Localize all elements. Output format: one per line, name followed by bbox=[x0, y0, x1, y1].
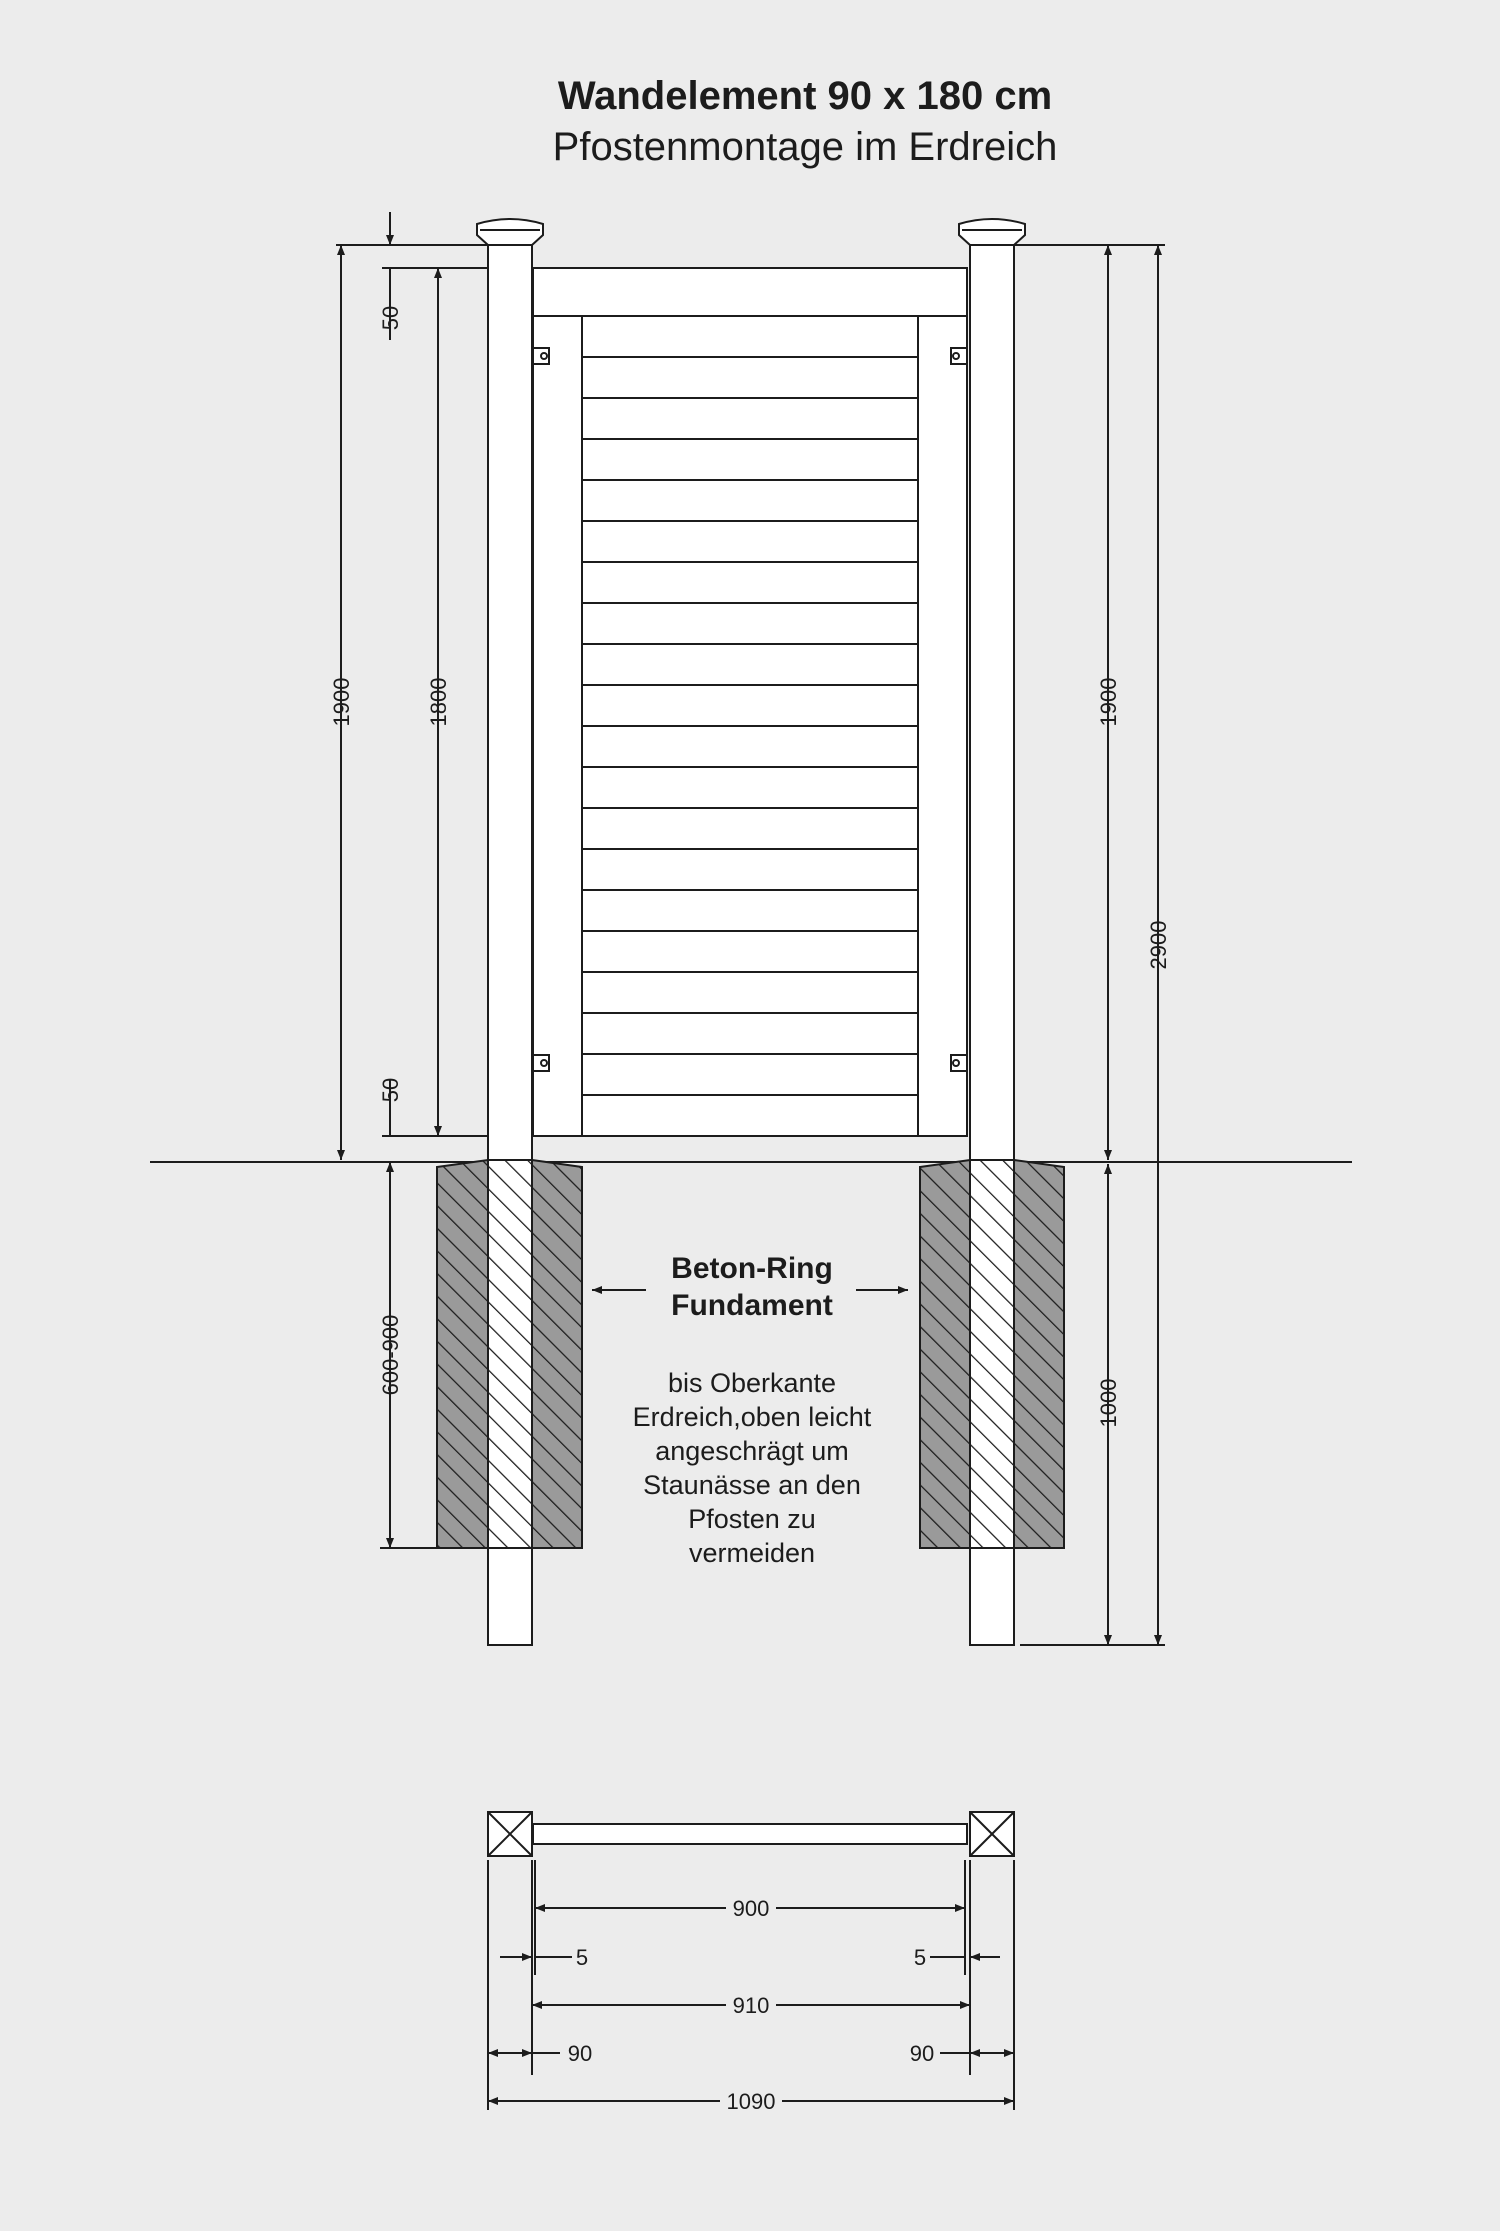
plan-dim-900: 900 bbox=[732, 1896, 770, 1921]
plan-dim-5-left: 5 bbox=[575, 1945, 589, 1970]
plan-dim-910: 910 bbox=[732, 1993, 770, 2018]
plan-dim-5-right: 5 bbox=[913, 1945, 927, 1970]
dim-foundation-depth: 600-900 bbox=[378, 1314, 403, 1396]
callout-note-line: vermeiden bbox=[688, 1538, 816, 1568]
dim-2900: 2900 bbox=[1146, 920, 1171, 970]
dim-50-top: 50 bbox=[378, 305, 403, 331]
right-post-cap bbox=[959, 219, 1025, 245]
plan-dim-1090: 1090 bbox=[726, 2089, 776, 2114]
dim-1900-left: 1900 bbox=[329, 677, 354, 727]
dim-1800: 1800 bbox=[426, 677, 451, 727]
left-post-cap bbox=[477, 219, 543, 245]
panel-right-stile bbox=[918, 316, 967, 1136]
callout-title-line1: Beton-Ring bbox=[671, 1252, 833, 1285]
callout-note-line: Pfosten zu bbox=[688, 1504, 816, 1534]
plan-dim-90-left: 90 bbox=[567, 2041, 593, 2066]
callout-note-line: angeschrägt um bbox=[655, 1436, 849, 1466]
dim-1000: 1000 bbox=[1096, 1378, 1121, 1428]
plan-panel bbox=[533, 1824, 967, 1844]
callout-note-line: Erdreich,oben leicht bbox=[632, 1402, 872, 1432]
callout-note-line: Staunässe an den bbox=[643, 1470, 861, 1500]
callout-note-line: bis Oberkante bbox=[667, 1368, 837, 1398]
drawing-subtitle: Pfostenmontage im Erdreich bbox=[552, 125, 1058, 169]
left-foundation bbox=[437, 1160, 582, 1548]
plan-dim-90-right: 90 bbox=[909, 2041, 935, 2066]
dim-1900-right: 1900 bbox=[1096, 677, 1121, 727]
panel-left-stile bbox=[533, 316, 582, 1136]
right-foundation bbox=[920, 1160, 1064, 1548]
callout-title-line2: Fundament bbox=[671, 1289, 833, 1322]
foundation-callout bbox=[633, 1252, 872, 1568]
panel-top-rail bbox=[533, 268, 967, 316]
drawing-title: Wandelement 90 x 180 cm bbox=[557, 74, 1053, 118]
fence-panel bbox=[533, 268, 967, 1136]
dim-50-bottom: 50 bbox=[378, 1077, 403, 1103]
